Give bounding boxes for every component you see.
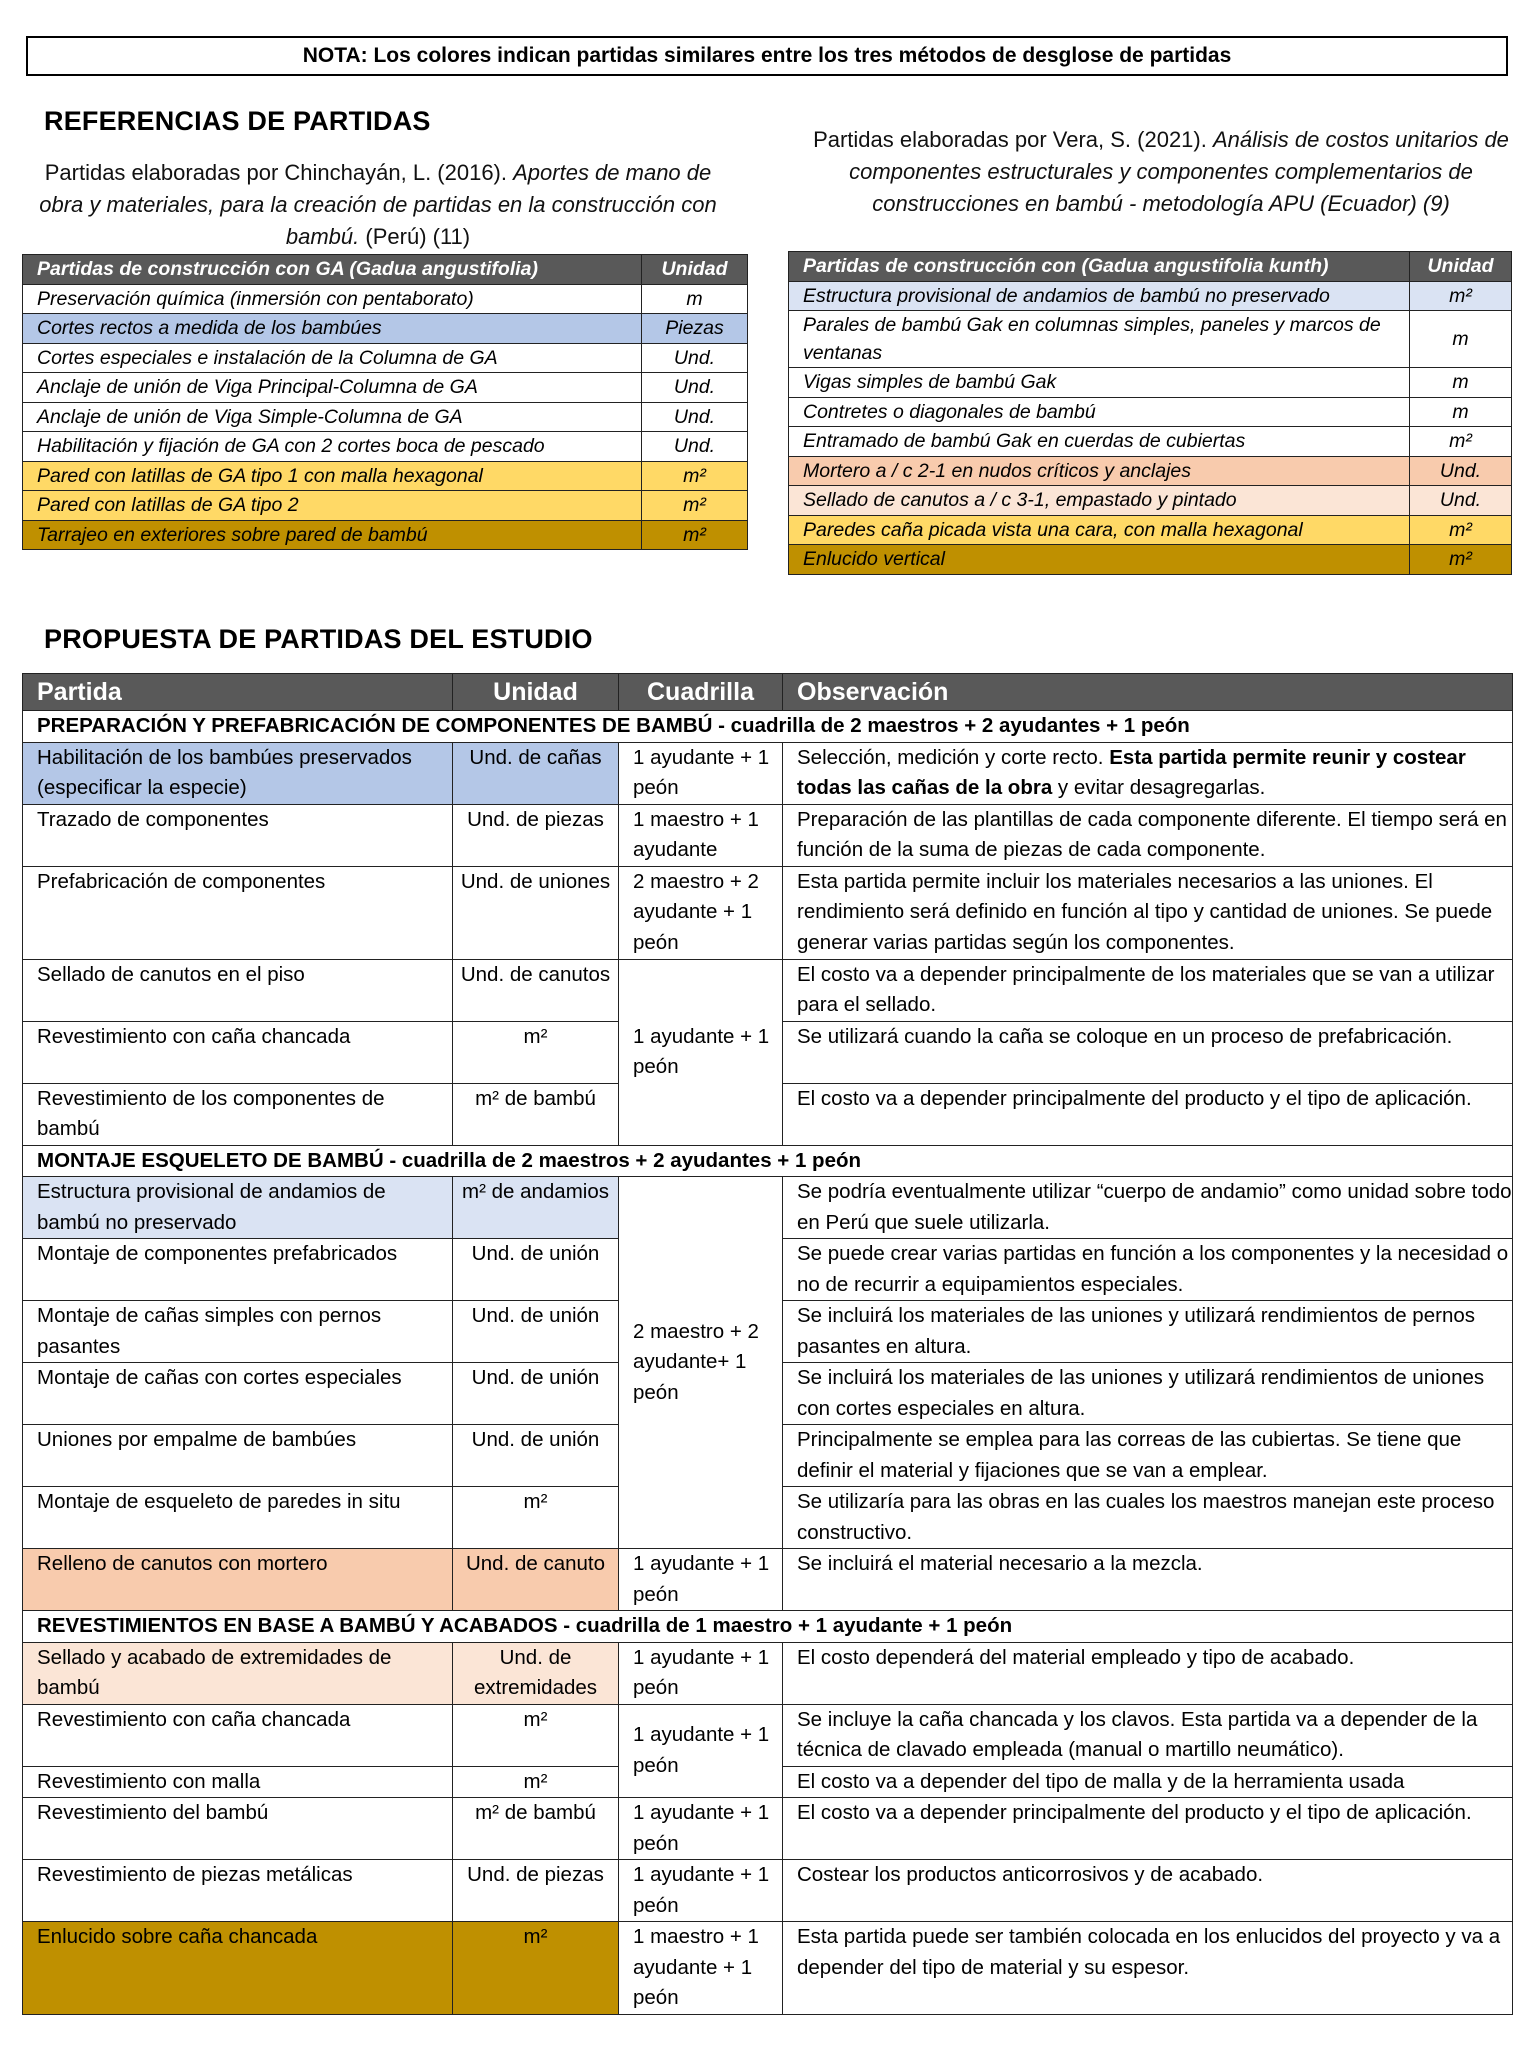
chinchayan-cite-plain: Partidas elaboradas por Chinchayán, L. (2016). (44, 160, 507, 185)
unidad-cell: m² de andamios (453, 1177, 619, 1239)
vera-cite-plain: Partidas elaboradas por Vera, S. (2021). (813, 127, 1207, 152)
partida-cell: Estructura provisional de andamios de bambú no preservado (23, 1177, 453, 1239)
table-row (23, 284, 748, 314)
table-row (789, 515, 1512, 545)
observacion-cell: Se incluye la caña chancada y los clavos. Esta partida va a depender de la técnica de clavado empleada (manual o martillo neumático). (783, 1704, 1513, 1766)
partida-cell: Vigas simples de bambú Gak (789, 368, 1410, 398)
table-row (789, 368, 1512, 398)
vera-table-header (789, 252, 1512, 282)
unidad-cell: m² (642, 520, 748, 550)
propuesta-table-header (23, 674, 1513, 711)
partida-cell: Preservación química (inmersión con pentaborato) (23, 284, 642, 314)
partida-cell: Enlucido vertical (789, 545, 1410, 575)
partida-cell: Sellado y acabado de extremidades de bambú (23, 1642, 453, 1704)
partida-cell: Enlucido sobre caña chancada (23, 1922, 453, 2015)
table-row (789, 281, 1512, 311)
partida-cell: Anclaje de unión de Viga Principal-Columna de GA (23, 373, 642, 403)
table-row (23, 1798, 1513, 1860)
unidad-cell: m² (1410, 281, 1512, 311)
unidad-cell: m² (453, 1922, 619, 2015)
observacion-cell: Selección, medición y corte recto. Esta partida permite reunir y costear todas las cañas de la obra y evitar desagregarlas. (783, 742, 1513, 804)
referencias-title: REFERENCIAS DE PARTIDAS (44, 106, 431, 136)
partida-cell: Relleno de canutos con mortero (23, 1549, 453, 1611)
vera-cite-italic: Análisis de costos unitarios de componentes estructurales y componentes complementarios de construcciones en bambú - metodología APU (Ecuador) (9) (849, 127, 1509, 216)
partida-cell: Montaje de cañas simples con pernos pasantes (23, 1301, 453, 1363)
observacion-cell: Costear los productos anticorrosivos y de acabado. (783, 1860, 1513, 1922)
partida-cell: Cortes especiales e instalación de la Columna de GA (23, 343, 642, 373)
chinchayan-cite-italic: Aportes de mano de obra y materiales, para la creación de partidas en la construcción con bambú. (39, 160, 717, 249)
header-partida: Partidas de construcción con GA (Gadua angustifolia) (23, 255, 642, 285)
unidad-cell: m² de bambú (453, 1798, 619, 1860)
section-title: PREPARACIÓN Y PREFABRICACIÓN DE COMPONENTES DE BAMBÚ - cuadrilla de 2 maestros + 2 ayudantes + 1 peón (23, 711, 1513, 743)
cuadrilla-cell: 1 ayudante + 1 peón (619, 1642, 783, 1704)
observacion-cell: El costo va a depender principalmente de los materiales que se van a utilizar para el sellado. (783, 959, 1513, 1021)
table-row (23, 959, 1513, 1021)
observacion-cell: El costo dependerá del material empleado y tipo de acabado. (783, 1642, 1513, 1704)
unidad-cell: Und. de canuto (453, 1549, 619, 1611)
partida-cell: Revestimiento con caña chancada (23, 1704, 453, 1766)
partida-cell: Mortero a / c 2-1 en nudos críticos y anclajes (789, 456, 1410, 486)
unidad-cell: Piezas (642, 314, 748, 344)
table-row (23, 1860, 1513, 1922)
observacion-cell: Principalmente se emplea para las correas de las cubiertas. Se tiene que definir el material y fijaciones que se van a emplear. (783, 1425, 1513, 1487)
table-row (789, 456, 1512, 486)
partida-cell: Revestimiento del bambú (23, 1798, 453, 1860)
partida-cell: Habilitación y fijación de GA con 2 cortes boca de pescado (23, 432, 642, 462)
partida-cell: Revestimiento de los componentes de bambú (23, 1083, 453, 1145)
table-row (23, 491, 748, 521)
table-row (789, 486, 1512, 516)
header-cuadrilla: Cuadrilla (619, 674, 783, 711)
unidad-cell: m² (1410, 515, 1512, 545)
table-row (23, 742, 1513, 804)
propuesta-title: PROPUESTA DE PARTIDAS DEL ESTUDIO (44, 624, 593, 654)
unidad-cell: Und. (642, 343, 748, 373)
unidad-cell: m (642, 284, 748, 314)
table-row (789, 311, 1512, 368)
unidad-cell: m² de bambú (453, 1083, 619, 1145)
observacion-cell: Preparación de las plantillas de cada componente diferente. El tiempo será en función de la suma de piezas de cada componente. (783, 804, 1513, 866)
observacion-cell: Esta partida permite incluir los materiales necesarios a las uniones. El rendimiento será definido en función al tipo y cantidad de uniones. Se puede generar varias partidas según los componentes. (783, 866, 1513, 959)
table-row (23, 373, 748, 403)
table-row (23, 1549, 1513, 1611)
section-row (23, 711, 1513, 743)
table-row (23, 461, 748, 491)
partida-cell: Anclaje de unión de Viga Simple-Columna de GA (23, 402, 642, 432)
observacion-cell: El costo va a depender principalmente del producto y el tipo de aplicación. (783, 1083, 1513, 1145)
observacion-cell: Se incluirá el material necesario a la mezcla. (783, 1549, 1513, 1611)
unidad-cell: Und. de uniones (453, 866, 619, 959)
unidad-cell: Und. de unión (453, 1239, 619, 1301)
header-observacion: Observación (783, 674, 1513, 711)
partida-cell: Revestimiento con malla (23, 1766, 453, 1798)
unidad-cell: m² (453, 1766, 619, 1798)
observacion-cell: El costo va a depender principalmente del producto y el tipo de aplicación. (783, 1798, 1513, 1860)
cuadrilla-cell: 1 ayudante + 1 peón (619, 1860, 783, 1922)
partida-cell: Entramado de bambú Gak en cuerdas de cubiertas (789, 427, 1410, 457)
cuadrilla-cell: 1 ayudante + 1 peón (619, 959, 783, 1145)
cuadrilla-cell: 1 maestro + 1 ayudante + 1 peón (619, 1922, 783, 2015)
cuadrilla-cell: 1 ayudante + 1 peón (619, 742, 783, 804)
table-row (23, 314, 748, 344)
nota-banner: NOTA: Los colores indican partidas similares entre los tres métodos de desglose de partidas (26, 36, 1508, 76)
unidad-cell: Und. de cañas (453, 742, 619, 804)
cuadrilla-cell: 1 maestro + 1 ayudante (619, 804, 783, 866)
unidad-cell: m² (642, 461, 748, 491)
partida-cell: Cortes rectos a medida de los bambúes (23, 314, 642, 344)
partida-cell: Uniones por empalme de bambúes (23, 1425, 453, 1487)
partida-cell: Montaje de componentes prefabricados (23, 1239, 453, 1301)
propuesta-table (22, 673, 1513, 2015)
table-row (23, 1704, 1513, 1766)
header-partida: Partidas de construcción con (Gadua angustifolia kunth) (789, 252, 1410, 282)
observacion-cell: Se incluirá los materiales de las uniones y utilizará rendimientos de pernos pasantes en altura. (783, 1301, 1513, 1363)
partida-cell: Pared con latillas de GA tipo 2 (23, 491, 642, 521)
unidad-cell: Und. (642, 373, 748, 403)
table-row (789, 397, 1512, 427)
section-title: MONTAJE ESQUELETO DE BAMBÚ - cuadrilla de 2 maestros + 2 ayudantes + 1 peón (23, 1145, 1513, 1177)
observacion-cell: Se podría eventualmente utilizar “cuerpo de andamio” como unidad sobre todo en Perú que suele utilizarla. (783, 1177, 1513, 1239)
unidad-cell: m (1410, 311, 1512, 368)
header-unidad: Unidad (453, 674, 619, 711)
observacion-cell: Se utilizaría para las obras en las cuales los maestros manejan este proceso constructivo. (783, 1487, 1513, 1549)
partida-cell: Contretes o diagonales de bambú (789, 397, 1410, 427)
partida-cell: Montaje de cañas con cortes especiales (23, 1363, 453, 1425)
table-row (23, 432, 748, 462)
unidad-cell: m² (1410, 545, 1512, 575)
partida-cell: Prefabricación de componentes (23, 866, 453, 959)
observacion-cell: Esta partida puede ser también colocada en los enlucidos del proyecto y va a depender del tipo de material y su espesor. (783, 1922, 1513, 2015)
table-row (23, 520, 748, 550)
unidad-cell: m² (642, 491, 748, 521)
partida-cell: Montaje de esqueleto de paredes in situ (23, 1487, 453, 1549)
observacion-cell: El costo va a depender del tipo de malla y de la herramienta usada (783, 1766, 1513, 1798)
observacion-cell: Se incluirá los materiales de las uniones y utilizará rendimientos de uniones con cortes especiales en altura. (783, 1363, 1513, 1425)
cuadrilla-cell: 1 ayudante + 1 peón (619, 1549, 783, 1611)
header-unidad: Unidad (1410, 252, 1512, 282)
table-row (23, 804, 1513, 866)
header-unidad: Unidad (642, 255, 748, 285)
table-row (23, 1922, 1513, 2015)
unidad-cell: Und. de unión (453, 1301, 619, 1363)
partida-cell: Sellado de canutos a / c 3-1, empastado y pintado (789, 486, 1410, 516)
partida-cell: Paredes caña picada vista una cara, con malla hexagonal (789, 515, 1410, 545)
unidad-cell: Und. de unión (453, 1425, 619, 1487)
vera-citation (806, 124, 1516, 220)
cuadrilla-cell: 2 maestro + 2 ayudante+ 1 peón (619, 1177, 783, 1549)
header-partida: Partida (23, 674, 453, 711)
observacion-cell: Se utilizará cuando la caña se coloque en un proceso de prefabricación. (783, 1021, 1513, 1083)
unidad-cell: Und. (1410, 486, 1512, 516)
partida-cell: Estructura provisional de andamios de bambú no preservado (789, 281, 1410, 311)
table-row (789, 427, 1512, 457)
observacion-cell: Se puede crear varias partidas en función a los componentes y la necesidad o no de recurrir a equipamientos especiales. (783, 1239, 1513, 1301)
cuadrilla-cell: 2 maestro + 2 ayudante + 1 peón (619, 866, 783, 959)
cuadrilla-cell: 1 ayudante + 1 peón (619, 1704, 783, 1798)
partida-cell: Revestimiento con caña chancada (23, 1021, 453, 1083)
unidad-cell: Und. de piezas (453, 804, 619, 866)
table-row (23, 866, 1513, 959)
partida-cell: Pared con latillas de GA tipo 1 con malla hexagonal (23, 461, 642, 491)
chinchayan-table-header (23, 255, 748, 285)
table-row (23, 402, 748, 432)
unidad-cell: Und. (642, 402, 748, 432)
partida-cell: Sellado de canutos en el piso (23, 959, 453, 1021)
unidad-cell: m (1410, 397, 1512, 427)
chinchayan-table (22, 254, 748, 550)
table-row (23, 1177, 1513, 1239)
partida-cell: Tarrajeo en exteriores sobre pared de bambú (23, 520, 642, 550)
partida-cell: Revestimiento de piezas metálicas (23, 1860, 453, 1922)
unidad-cell: m² (453, 1021, 619, 1083)
vera-table (788, 251, 1512, 575)
chinchayan-citation (28, 157, 728, 253)
unidad-cell: Und. de piezas (453, 1860, 619, 1922)
table-row (23, 343, 748, 373)
section-row (23, 1611, 1513, 1643)
partida-cell: Trazado de componentes (23, 804, 453, 866)
cuadrilla-cell: 1 ayudante + 1 peón (619, 1798, 783, 1860)
unidad-cell: m² (453, 1704, 619, 1766)
table-row (23, 1642, 1513, 1704)
partida-cell: Parales de bambú Gak en columnas simples, paneles y marcos de ventanas (789, 311, 1410, 368)
section-title: REVESTIMIENTOS EN BASE A BAMBÚ Y ACABADOS - cuadrilla de 1 maestro + 1 ayudante + 1 peón (23, 1611, 1513, 1643)
unidad-cell: m² (1410, 427, 1512, 457)
unidad-cell: Und. de unión (453, 1363, 619, 1425)
partida-cell: Habilitación de los bambúes preservados (especificar la especie) (23, 742, 453, 804)
unidad-cell: Und. de extremidades (453, 1642, 619, 1704)
unidad-cell: Und. (1410, 456, 1512, 486)
chinchayan-cite-tail: (Perú) (11) (365, 224, 471, 249)
unidad-cell: m² (453, 1487, 619, 1549)
table-row (789, 545, 1512, 575)
unidad-cell: Und. (642, 432, 748, 462)
unidad-cell: Und. de canutos (453, 959, 619, 1021)
section-row (23, 1145, 1513, 1177)
unidad-cell: m (1410, 368, 1512, 398)
